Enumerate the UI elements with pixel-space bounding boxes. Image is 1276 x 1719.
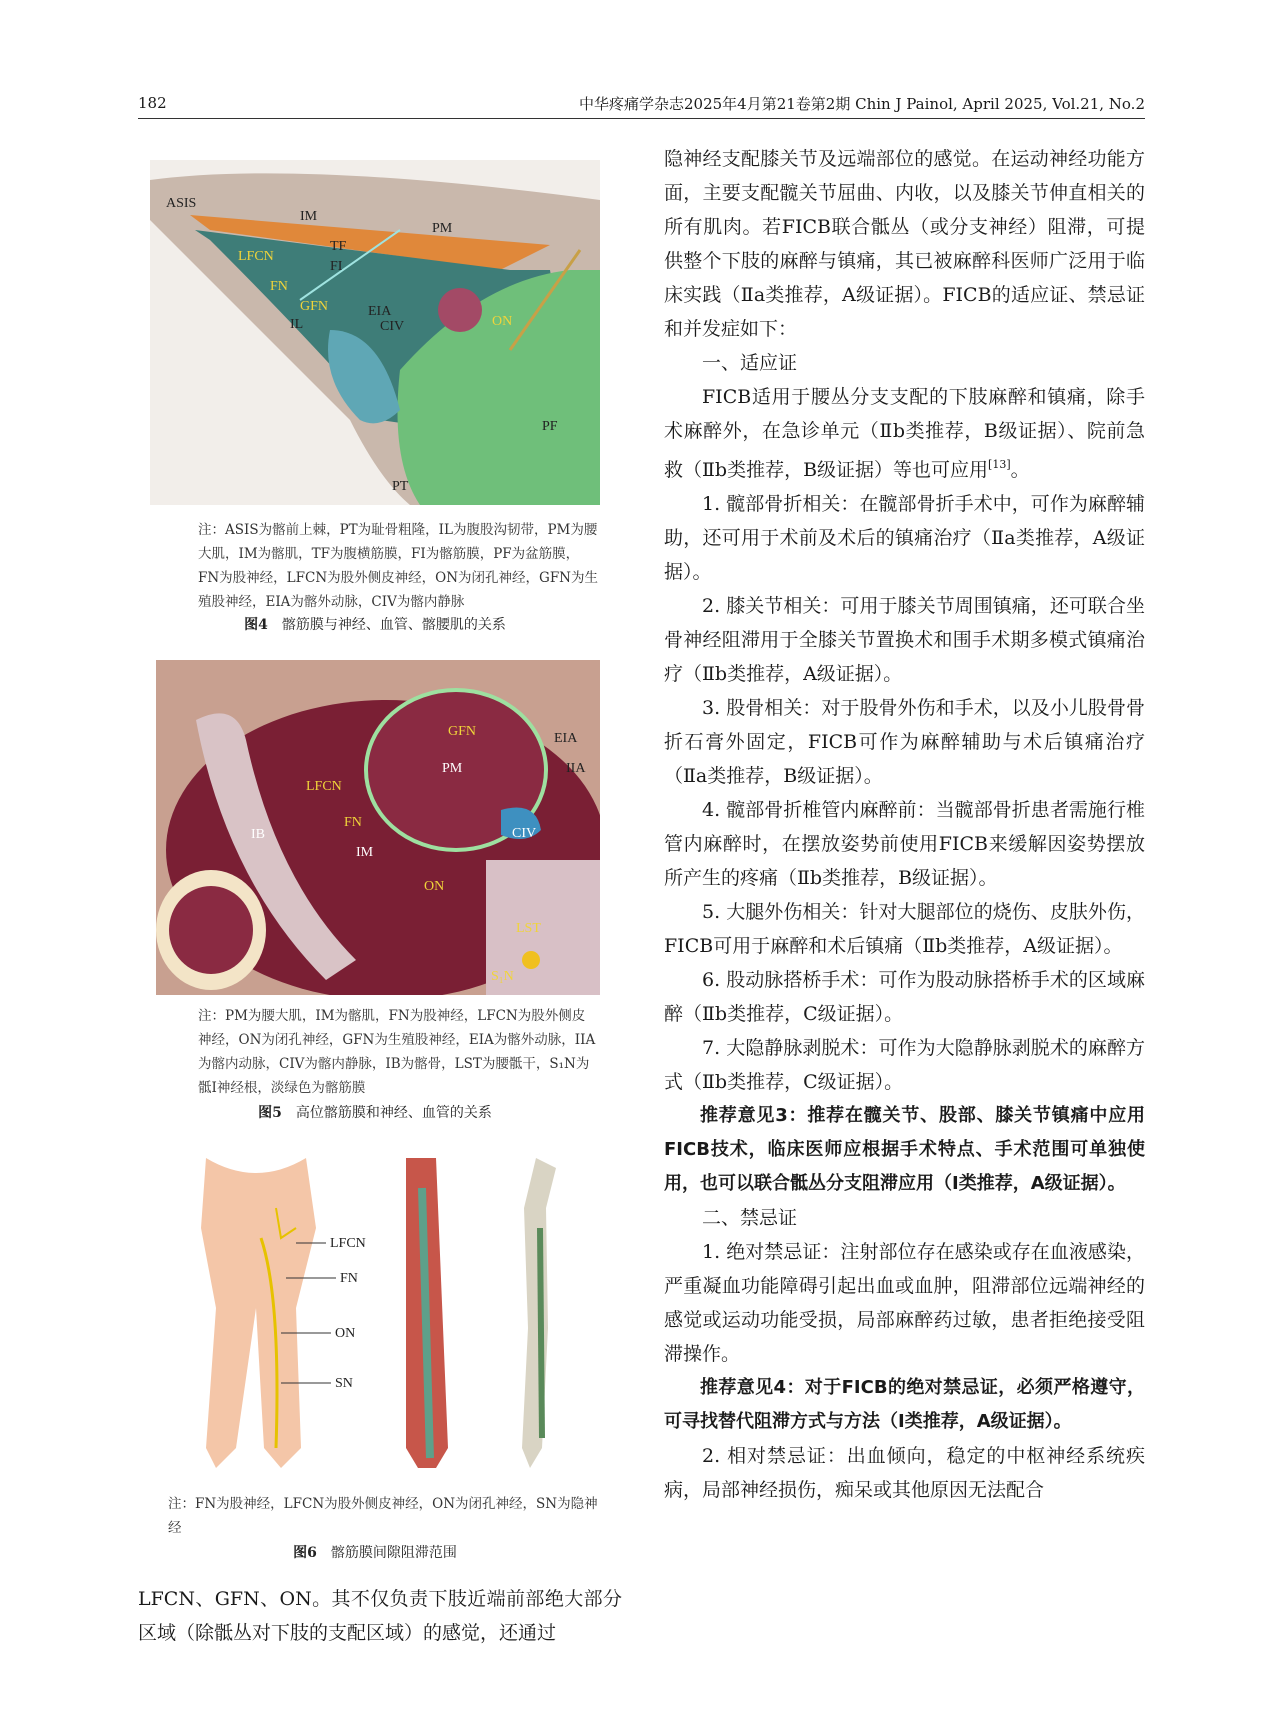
figure-5-number: 图5	[258, 1105, 282, 1121]
fig4-label: GFN	[300, 299, 329, 314]
figure-4-number: 图4	[244, 617, 268, 633]
paragraph: 隐神经支配膝关节及远端部位的感觉。在运动神经功能方面，主要支配髋关节屈曲、内收，以及膝关节伸直相关的所有肌肉。若FICB联合骶丛（或分支神经）阻滞，可提供整个下肢的麻醉与镇痛，其已被麻醉科医师广泛用于临床实践（Ⅱa类推荐，A级证据）。FICB的适应证、禁忌证和并发症如下：	[664, 148, 1145, 340]
fig5-label: FN	[344, 815, 362, 830]
figure-5-note: 注：PM为腰大肌，IM为髂肌，FN为股神经，LFCN为股外侧皮神经，ON为闭孔神经，GFN为生殖股神经，EIA为髂外动脉，IIA为髂内动脉，CIV为髂内静脉，IB为髂骨，LST为腰骶干，S₁N为骶Ⅰ神经根，淡绿色为髂筋膜	[198, 1008, 596, 1096]
paragraph: 2. 相对禁忌证：出血倾向，稳定的中枢神经系统疾病，局部神经损伤，痴呆或其他原因无法配合	[664, 1445, 1145, 1501]
figure-4-note: 注：ASIS为髂前上棘，PT为耻骨粗隆，IL为腹股沟韧带，PM为腰大肌，IM为髂肌，TF为腹横筋膜，FI为髂筋膜，PF为盆筋膜，FN为股神经，LFCN为股外侧皮神经，ON为闭孔神经，GFN为生殖股神经，EIA为髂外动脉，CIV为髂内静脉	[198, 522, 598, 610]
fig6-label: SN	[335, 1376, 353, 1391]
paragraph: 6. 股动脉搭桥手术：可作为股动脉搭桥手术的区域麻醉（Ⅱb类推荐，C级证据）。	[664, 969, 1145, 1025]
section-heading: 二、禁忌证	[702, 1207, 798, 1229]
fig4-label: IL	[290, 317, 304, 332]
figure-6-caption	[150, 1542, 600, 1562]
paragraph: LFCN、GFN、ON。其不仅负责下肢近端前部绝大部分区域（除骶丛对下肢的支配区域）的感觉，还通过	[138, 1588, 622, 1644]
paragraph-tail: 。	[1010, 459, 1030, 481]
journal-header: 中华疼痛学杂志2025年4月第21卷第2期 Chin J Painol, April 2025, Vol.21, No.2	[578, 95, 1145, 113]
paragraph: 4. 髋部骨折椎管内麻醉前：当髋部骨折患者需施行椎管内麻醉时，在摆放姿势前使用FICB来缓解因姿势摆放所产生的疼痛（Ⅱb类推荐，B级证据）。	[664, 799, 1145, 889]
paragraph	[664, 380, 1145, 487]
left-column-text	[138, 1582, 622, 1650]
fig5-label: LST	[516, 921, 541, 936]
figure-6-labels	[186, 1148, 600, 1483]
right-column-text	[664, 142, 1145, 1507]
citation: [13]	[988, 458, 1011, 471]
fig4-label: PT	[392, 479, 409, 494]
paragraph: 3. 股骨相关：对于股骨外伤和手术，以及小儿股骨骨折石膏外固定，FICB可作为麻醉辅助与术后镇痛治疗（Ⅱa类推荐，B级证据）。	[664, 697, 1145, 787]
figure-6-note: 注：FN为股神经，LFCN为股外侧皮神经，ON为闭孔神经，SN为隐神经	[168, 1496, 598, 1536]
paragraph-text: FICB适用于腰丛分支支配的下肢麻醉和镇痛，除手术麻醉外，在急诊单元（Ⅱb类推荐，B级证据）、院前急救（Ⅱb类推荐，B级证据）等也可应用	[664, 386, 1145, 481]
fig5-label: PM	[442, 761, 463, 776]
fig6-label: ON	[335, 1326, 356, 1341]
fig6-label: LFCN	[330, 1236, 366, 1251]
fig4-label: TF	[330, 239, 347, 254]
figure-4-title: 髂筋膜与神经、血管、髂腰肌的关系	[281, 617, 506, 633]
paragraph: 2. 膝关节相关：可用于膝关节周围镇痛，还可联合坐骨神经阻滞用于全膝关节置换术和围手术期多模式镇痛治疗（Ⅱb类推荐，A级证据）。	[664, 595, 1145, 685]
paragraph: 1. 髋部骨折相关：在髋部骨折手术中，可作为麻醉辅助，还可用于术前及术后的镇痛治疗（Ⅱa类推荐，A级证据）。	[664, 493, 1145, 583]
fig4-label: CIV	[380, 319, 405, 334]
section-heading: 一、适应证	[702, 352, 798, 374]
figure-5-labels	[156, 660, 600, 995]
fig5-label: IM	[356, 845, 374, 860]
fig4-label: EIA	[368, 304, 392, 319]
fig5-label: ON	[424, 879, 445, 894]
fig5-label: LFCN	[306, 779, 342, 794]
fig4-label: FN	[270, 279, 288, 294]
figure-5-caption	[150, 1102, 600, 1122]
figure-4-caption	[150, 614, 600, 634]
fig5-label: EIA	[554, 731, 578, 746]
fig4-label: IM	[300, 209, 318, 224]
figure-6-title: 髂筋膜间隙阻滞范围	[330, 1545, 457, 1561]
fig4-label: PM	[432, 221, 453, 236]
fig4-label: LFCN	[238, 249, 274, 264]
fig4-label: PF	[542, 419, 558, 434]
fig4-label: ASIS	[166, 196, 197, 211]
recommendation: 推荐意见4：对于FICB的绝对禁忌证，必须严格遵守，可寻找替代阻滞方式与方法（Ⅰ类推荐，A级证据）。	[664, 1377, 1145, 1432]
fig5-label: IIA	[566, 761, 586, 776]
fig5-label: GFN	[448, 724, 477, 739]
fig5-label: S₁N	[491, 969, 514, 984]
recommendation: 推荐意见3：推荐在髋关节、股部、膝关节镇痛中应用FICB技术，临床医师应根据手术特点、手术范围可单独使用，也可以联合骶丛分支阻滞应用（Ⅰ类推荐，A级证据）。	[664, 1105, 1145, 1194]
fig6-label: FN	[340, 1271, 358, 1286]
paragraph: 7. 大隐静脉剥脱术：可作为大隐静脉剥脱术的麻醉方式（Ⅱb类推荐，C级证据）。	[664, 1037, 1145, 1093]
figure-5-title: 高位髂筋膜和神经、血管的关系	[295, 1105, 492, 1121]
page-number: 182	[138, 94, 167, 112]
header-rule	[138, 118, 1145, 119]
figure-4-labels	[150, 160, 600, 505]
paragraph: 1. 绝对禁忌证：注射部位存在感染或存在血液感染，严重凝血功能障碍引起出血或血肿，阻滞部位远端神经的感觉或运动功能受损，局部麻醉药过敏，患者拒绝接受阻滞操作。	[664, 1241, 1145, 1365]
fig4-label: ON	[492, 314, 513, 329]
figure-6-number: 图6	[293, 1545, 317, 1561]
paragraph: 5. 大腿外伤相关：针对大腿部位的烧伤、皮肤外伤，FICB可用于麻醉和术后镇痛（Ⅱb类推荐，A级证据）。	[664, 901, 1145, 957]
fig5-label: CIV	[512, 826, 537, 841]
fig4-label: FI	[330, 259, 343, 274]
fig5-label: IB	[251, 827, 265, 842]
